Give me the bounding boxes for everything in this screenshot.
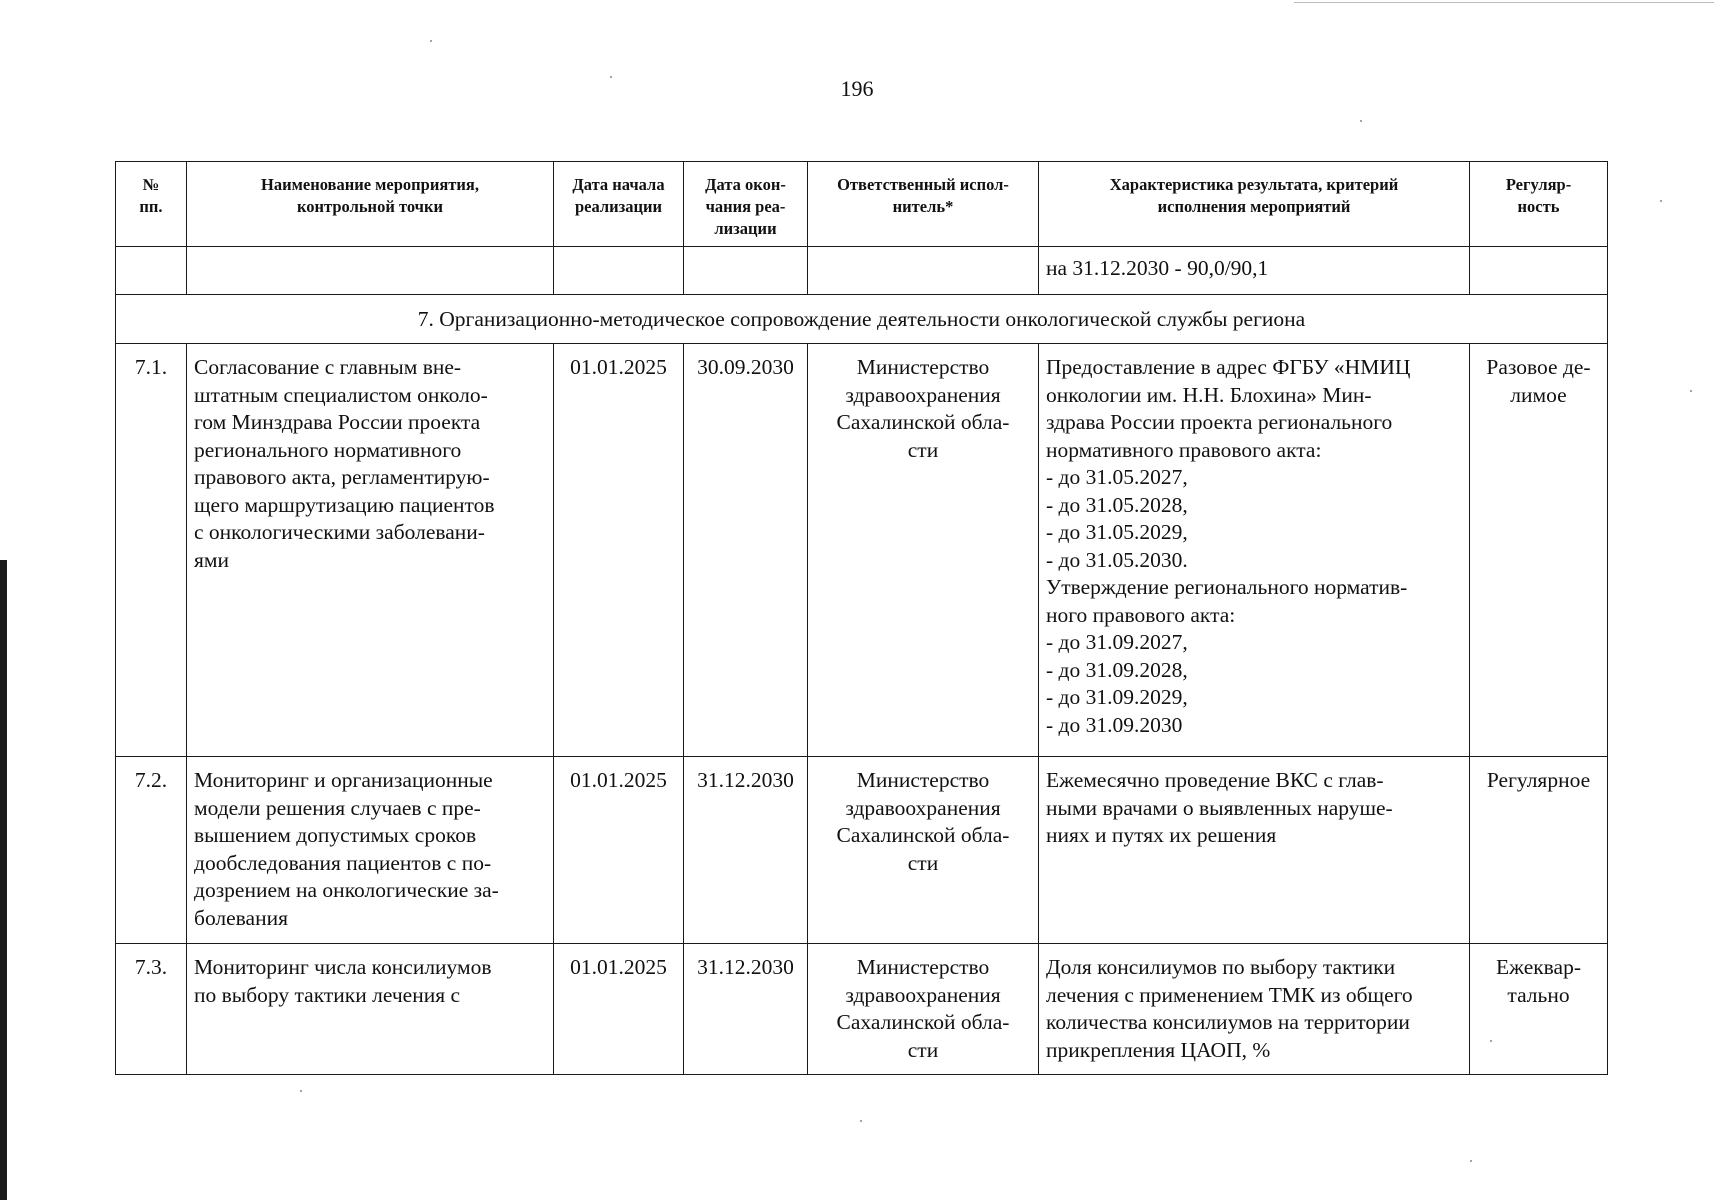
cell-name	[187, 944, 554, 1075]
cell-responsible	[808, 944, 1039, 1075]
cell-characteristic	[1039, 757, 1470, 944]
header-regularity	[1470, 162, 1608, 247]
cell-start	[554, 344, 684, 757]
table-row-continuation	[116, 247, 1608, 295]
cell-regularity	[1470, 344, 1608, 757]
row-responsible: Министерство здравоохранения Сахалинской обла- сти	[836, 768, 1010, 875]
cell-characteristic	[1039, 247, 1470, 295]
header-end-date-label: Дата окон- чания реа- лизации	[705, 175, 786, 238]
cell-regularity	[1470, 944, 1608, 1075]
header-name-label: Наименование мероприятия, контрольной точки	[261, 175, 479, 216]
cell-empty	[554, 247, 684, 295]
cell-empty	[1470, 247, 1608, 295]
header-regularity-label: Регуляр- ность	[1505, 175, 1572, 216]
row-number: 7.1.	[134, 355, 168, 379]
scan-speck	[300, 1090, 302, 1092]
row-characteristic: Предоставление в адрес ФГБУ «НМИЦ онкологии им. Н.Н. Блохина» Мин- здрава России проекта регионального нормативного правового акта: - до 31.05.2027, - до 31.05.2028, - до 31.05.2029, - до 31.05.2030. Утверждение регионального норматив- ного правового акта: - до 31.09.2027, - до 31.09.2028, - до 31.09.2029, - до 31.09.2030	[1046, 355, 1411, 737]
row-characteristic: Ежемесячно проведение ВКС с глав- ными врачами о выявленных наруше- ниях и путях их решения	[1046, 768, 1393, 847]
scan-left-edge	[0, 560, 7, 1200]
header-number-label: № пп.	[139, 175, 163, 216]
cell-responsible	[808, 757, 1039, 944]
cell-end	[684, 344, 808, 757]
header-responsible-label: Ответственный испол- нитель*	[837, 175, 1009, 216]
cell-empty	[116, 247, 187, 295]
scan-top-line	[1294, 2, 1714, 3]
cell-responsible	[808, 344, 1039, 757]
row-regularity: Ежеквар- тально	[1495, 955, 1581, 1007]
header-characteristic-label: Характеристика результата, критерий исполнения мероприятий	[1109, 175, 1399, 216]
header-end-date	[684, 162, 808, 247]
cell-characteristic	[1039, 344, 1470, 757]
header-start-date-label: Дата начала реализации	[572, 175, 665, 216]
cell-start	[554, 757, 684, 944]
measures-table	[115, 161, 1608, 1075]
scan-speck	[860, 1120, 862, 1122]
row-start-date: 01.01.2025	[570, 355, 667, 379]
table-header-row	[116, 162, 1608, 247]
carry-characteristic: на 31.12.2030 - 90,0/90,1	[1046, 256, 1269, 280]
cell-number	[116, 944, 187, 1075]
table-row	[116, 344, 1608, 757]
row-start-date: 01.01.2025	[570, 768, 667, 792]
row-name: Мониторинг и организационные модели решения случаев с пре- вышением допустимых сроков дообследования пациентов с по- дозрением на онкологические за- болевания	[194, 768, 499, 930]
table-row	[116, 944, 1608, 1075]
cell-number	[116, 344, 187, 757]
row-regularity: Регулярное	[1486, 768, 1591, 792]
row-start-date: 01.01.2025	[570, 955, 667, 979]
header-characteristic	[1039, 162, 1470, 247]
section-row	[116, 295, 1608, 344]
scan-speck	[1360, 120, 1362, 122]
scan-speck	[1490, 1040, 1492, 1042]
cell-empty	[187, 247, 554, 295]
row-end-date: 31.12.2030	[697, 955, 794, 979]
row-number: 7.2.	[134, 768, 168, 792]
cell-end	[684, 944, 808, 1075]
row-name: Мониторинг числа консилиумов по выбору тактики лечения с	[194, 955, 492, 1007]
scan-speck	[1690, 390, 1692, 392]
cell-name	[187, 757, 554, 944]
row-end-date: 30.09.2030	[697, 355, 794, 379]
row-end-date: 31.12.2030	[697, 768, 794, 792]
row-characteristic: Доля консилиумов по выбору тактики лечения с применением ТМК из общего количества консилиумов на территории прикрепления ЦАОП, %	[1046, 955, 1413, 1062]
row-number: 7.3.	[134, 955, 168, 979]
cell-name	[187, 344, 554, 757]
cell-end	[684, 757, 808, 944]
cell-regularity	[1470, 757, 1608, 944]
cell-empty	[808, 247, 1039, 295]
row-responsible: Министерство здравоохранения Сахалинской обла- сти	[836, 955, 1010, 1062]
scan-speck	[1660, 200, 1662, 202]
cell-empty	[684, 247, 808, 295]
header-number	[116, 162, 187, 247]
cell-characteristic	[1039, 944, 1470, 1075]
header-start-date	[554, 162, 684, 247]
cell-start	[554, 944, 684, 1075]
section-title: 7. Организационно-методическое сопровождение деятельности онкологической службы региона	[116, 295, 1608, 344]
header-responsible	[808, 162, 1039, 247]
cell-number	[116, 757, 187, 944]
scan-speck	[430, 40, 432, 42]
page-number: 196	[840, 76, 874, 101]
table-row	[116, 757, 1608, 944]
row-name: Согласование с главным вне- штатным специалистом онколо- гом Минздрава России проекта регионального нормативного правового акта, регламентирую- щего маршрутизацию пациентов с онкологическими заболевани- ями	[194, 355, 495, 572]
row-responsible: Министерство здравоохранения Сахалинской обла- сти	[836, 355, 1010, 462]
scan-speck	[1470, 1160, 1472, 1162]
scan-speck	[610, 76, 612, 78]
header-name	[187, 162, 554, 247]
row-regularity: Разовое де- лимое	[1486, 355, 1591, 407]
